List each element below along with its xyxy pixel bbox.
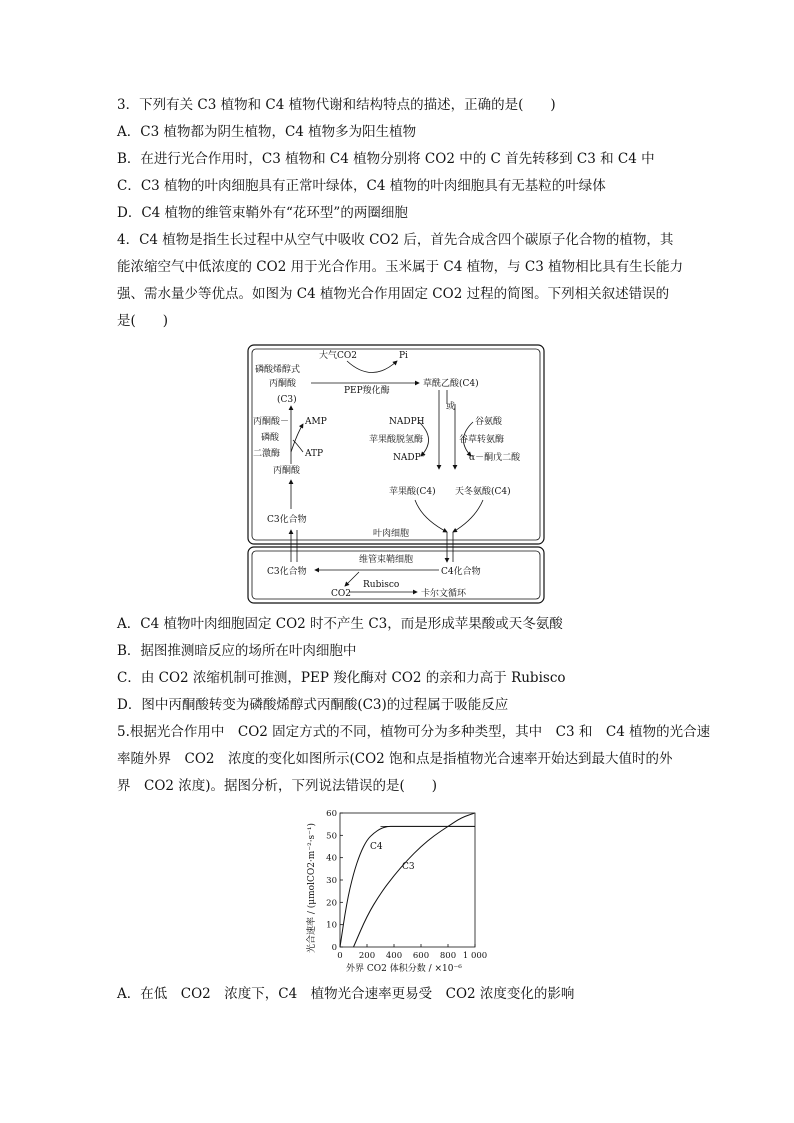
label-atp: ATP: [305, 449, 324, 459]
q4-stem-line4: 是( ): [117, 313, 169, 329]
q4-option-c: C．由 CO2 浓缩机制可推测，PEP 羧化酶对 CO2 的亲和力高于 Rubisco: [117, 670, 566, 686]
label-nadp: NADP⁺: [393, 453, 426, 463]
chart-x-tick-label: 0: [337, 951, 343, 961]
label-asp: 天冬氨酸(C4): [455, 487, 511, 497]
q3-stem: 3．下列有关 C3 植物和 C4 植物代谢和结构特点的描述，正确的是( ): [117, 97, 556, 113]
q4-option-d: D．图中丙酮酸转变为磷酸烯醇式丙酮酸(C3)的过程属于吸能反应: [117, 697, 509, 713]
q4-stem-line1: 4．C4 植物是指生长过程中从空气中吸收 CO2 后，首先合成含四个碳原子化合物的植物，其: [117, 232, 674, 248]
label-pep-1: 磷酸烯醇式: [255, 365, 301, 375]
label-glu: 谷氨酸: [475, 417, 503, 427]
chart-series-label-c3: C3: [402, 862, 415, 872]
chart-y-tick-label: 30: [326, 876, 337, 886]
label-or: 或: [446, 402, 456, 412]
c4-pathway-diagram: [247, 344, 545, 604]
label-calvin: 卡尔文循环: [421, 589, 467, 599]
label-akg: α－酮戊二酸: [469, 453, 521, 463]
label-nadph: NADPH: [389, 417, 425, 427]
label-pep-2: 丙酮酸: [269, 379, 297, 389]
label-bundle-sheath: 维管束鞘细胞: [359, 555, 414, 565]
label-c3-bundle: C3化合物: [267, 567, 307, 577]
label-mdh: 苹果酸脱氢酶: [369, 435, 424, 445]
chart-series-line-c4: [340, 826, 475, 947]
q5-stem-line2: 率随外界 CO2 浓度的变化如图所示(CO2 饱和点是指植物光合速率开始达到最大值时的外: [117, 751, 673, 767]
label-ppdk-3: 二激酶: [253, 449, 281, 459]
q3-option-c: C．C3 植物的叶肉细胞具有正常叶绿体，C4 植物的叶肉细胞具有无基粒的叶绿体: [117, 178, 606, 194]
label-got: 谷草转氨酶: [459, 435, 505, 445]
q4-option-a: A．C4 植物叶肉细胞固定 CO2 时不产生 C3，而是形成苹果酸或天冬氨酸: [117, 616, 563, 632]
chart-y-axis-label: 光合速率 / (μmolCO2·m⁻²·s⁻¹): [307, 822, 317, 953]
photosynthesis-rate-chart: [300, 805, 490, 975]
chart-x-tick-label: 1 000: [462, 951, 488, 961]
label-pi: Pi: [399, 351, 408, 361]
chart-x-tick-label: 200: [358, 951, 376, 961]
label-rubisco: Rubisco: [363, 580, 400, 590]
chart-series-line-c3: [354, 813, 476, 947]
q3-option-b: B．在进行光合作用时，C3 植物和 C4 植物分别将 CO2 中的 C 首先转移到 C3 和 C4 中: [117, 151, 655, 167]
label-pyruvate: 丙酮酸: [273, 466, 301, 476]
chart-frame: [340, 813, 475, 947]
chart-x-axis-label: 外界 CO2 体积分数 / ×10⁻⁶: [346, 964, 462, 974]
label-pep-3: (C3): [277, 395, 297, 405]
chart-y-tick-label: 40: [326, 853, 337, 864]
chart-x-tick-label: 800: [439, 951, 457, 961]
label-c3-mesophyll: C3化合物: [267, 515, 307, 525]
chart-y-tick-label: 20: [326, 898, 337, 909]
q3-option-d: D．C4 植物的维管束鞘外有“花环型”的两圈细胞: [117, 205, 408, 221]
q4-option-b: B．据图推测暗反应的场所在叶肉细胞中: [117, 643, 357, 659]
label-ppdk-1: 丙酮酸－: [253, 417, 290, 427]
q4-stem-line3: 强、需水量少等优点。如图为 C4 植物光合作用固定 CO2 过程的简图。下列相关叙述错误的: [117, 286, 670, 302]
label-c4-bundle: C4化合物: [441, 567, 481, 577]
chart-x-tick-label: 400: [385, 951, 403, 961]
chart-y-tick-label: 0: [331, 943, 337, 953]
q3-option-a: A．C3 植物都为阴生植物，C4 植物多为阳生植物: [117, 124, 417, 140]
chart-y-tick-label: 60: [326, 809, 337, 819]
chart-y-tick-label: 10: [326, 920, 337, 931]
label-pep-enzyme: PEP羧化酶: [344, 386, 390, 396]
chart-x-tick-label: 600: [412, 951, 430, 961]
label-atm-co2: 大气CO2: [319, 351, 357, 361]
q5-stem-line3: 界 CO2 浓度)。据图分析，下列说法错误的是( ): [117, 778, 438, 794]
label-malate: 苹果酸(C4): [389, 487, 436, 497]
label-amp: AMP: [305, 417, 327, 427]
label-oaa: 草酰乙酸(C4): [423, 379, 479, 389]
arrow-co2-pi: [347, 361, 397, 373]
chart-y-tick-label: 50: [326, 831, 337, 842]
label-ppdk-2: 磷酸: [261, 433, 280, 443]
chart-plot-area: [340, 813, 475, 947]
chart-series-group: [340, 813, 475, 947]
q5-option-a: A．在低 CO2 浓度下，C4 植物光合速率更易受 CO2 浓度变化的影响: [117, 986, 575, 1002]
q5-stem-line1: 5.根据光合作用中 CO2 固定方式的不同，植物可分为多种类型，其中 C3 和 C4 植物的光合速: [117, 724, 711, 740]
label-co2-bundle: CO2: [331, 589, 351, 599]
q4-stem-line2: 能浓缩空气中低浓度的 CO2 用于光合作用。玉米属于 C4 植物，与 C3 植物相比具有生长能力: [117, 259, 684, 275]
label-mesophyll: 叶肉细胞: [373, 529, 410, 539]
chart-series-label-c4: C4: [370, 842, 383, 852]
